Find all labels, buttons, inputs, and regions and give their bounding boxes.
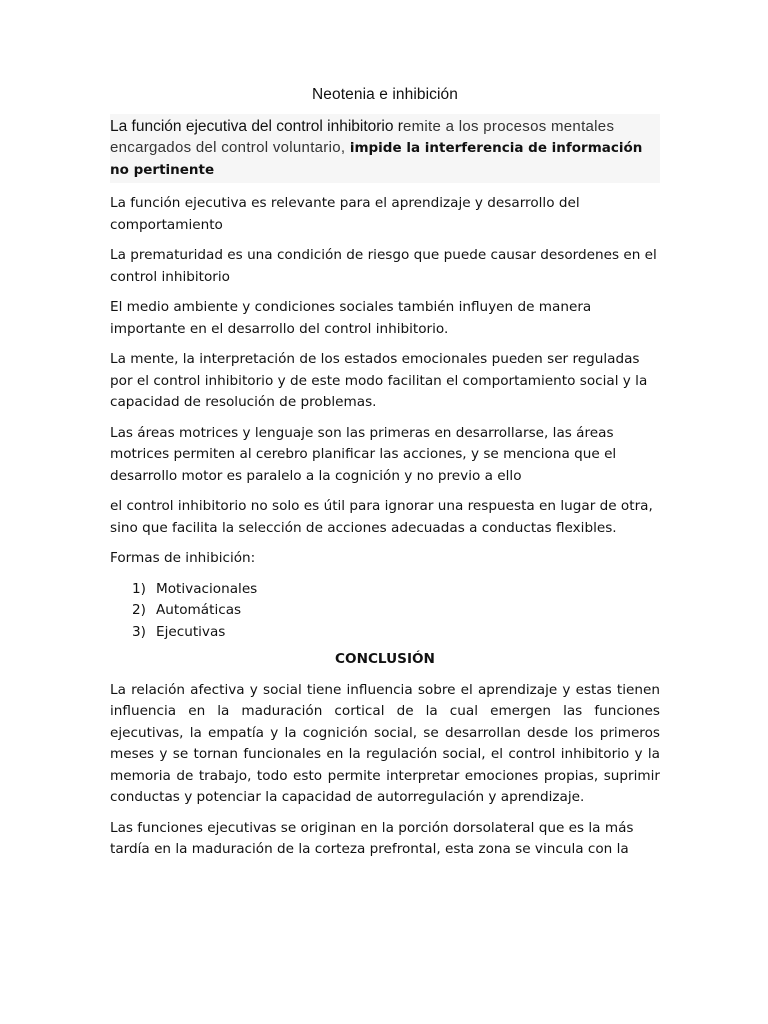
list-item	[132, 579, 660, 601]
list-item-number: 1)	[132, 580, 146, 597]
list-item-label: Motivacionales	[156, 580, 258, 597]
paragraph: Las áreas motrices y lenguaje son las primeras en desarrollarse, las áreas motrices permiten al cerebro planificar las acciones, y se menciona que el desarrollo motor es paralelo a la cognición y no previo a ello	[110, 424, 617, 484]
paragraph: La mente, la interpretación de los estados emocionales pueden ser reguladas por el control inhibitorio y de este modo facilitan el comportamiento social y la capacidad de resolución de problemas.	[110, 351, 648, 410]
list-item-number: 3)	[132, 623, 146, 640]
paragraph: La prematuridad es una condición de riesgo que puede causar desordenes en el control inhibitorio	[110, 247, 657, 285]
conclusion-paragraph: Las funciones ejecutivas se originan en la porción dorsolateral que es la más tardía en la maduración de la corteza prefrontal, esta zona se vincula con la	[110, 819, 634, 857]
forms-list	[110, 579, 660, 644]
list-item	[132, 622, 660, 644]
intro-highlight-block	[110, 114, 660, 183]
paragraph: el control inhibitorio no solo es útil para ignorar una respuesta en lugar de otra, sino que facilita la selección de acciones adecuadas a conductas flexibles.	[110, 498, 653, 536]
intro-bold: impide la interferencia de información no pertinente	[110, 140, 643, 178]
intro-lead: La función ejecutiva del control inhibitorio r	[110, 118, 403, 135]
list-item	[132, 600, 660, 622]
conclusion-paragraph: La relación afectiva y social tiene influencia sobre el aprendizaje y estas tienen influencia en la maduración cortical de la cual emergen las funciones ejecutivas, la empatía y la cognición social, se desarrollan desde los primeros meses y se tornan funcionales en la regulación social, el control inhibitorio y la memoria de trabajo, todo esto permite interpretar emociones propias, suprimir conductas y potenciar la capacidad de autorregulación y aprendizaje.	[110, 681, 660, 805]
intro-remite: emite a los procesos mentales encargados del control voluntario,	[110, 118, 615, 156]
forms-heading: Formas de inhibición:	[110, 550, 256, 566]
paragraph: El medio ambiente y condiciones sociales también influyen de manera importante en el desarrollo del control inhibitorio.	[110, 299, 592, 337]
list-item-label: Automáticas	[156, 602, 242, 618]
conclusion-heading: CONCLUSIÓN	[335, 651, 435, 667]
list-item-number: 2)	[132, 602, 146, 618]
list-item-label: Ejecutivas	[156, 623, 226, 640]
paragraph: La función ejecutiva es relevante para el aprendizaje y desarrollo del comportamiento	[110, 195, 580, 233]
document-page	[110, 86, 660, 870]
document-title: Neotenia e inhibición	[311, 86, 458, 103]
